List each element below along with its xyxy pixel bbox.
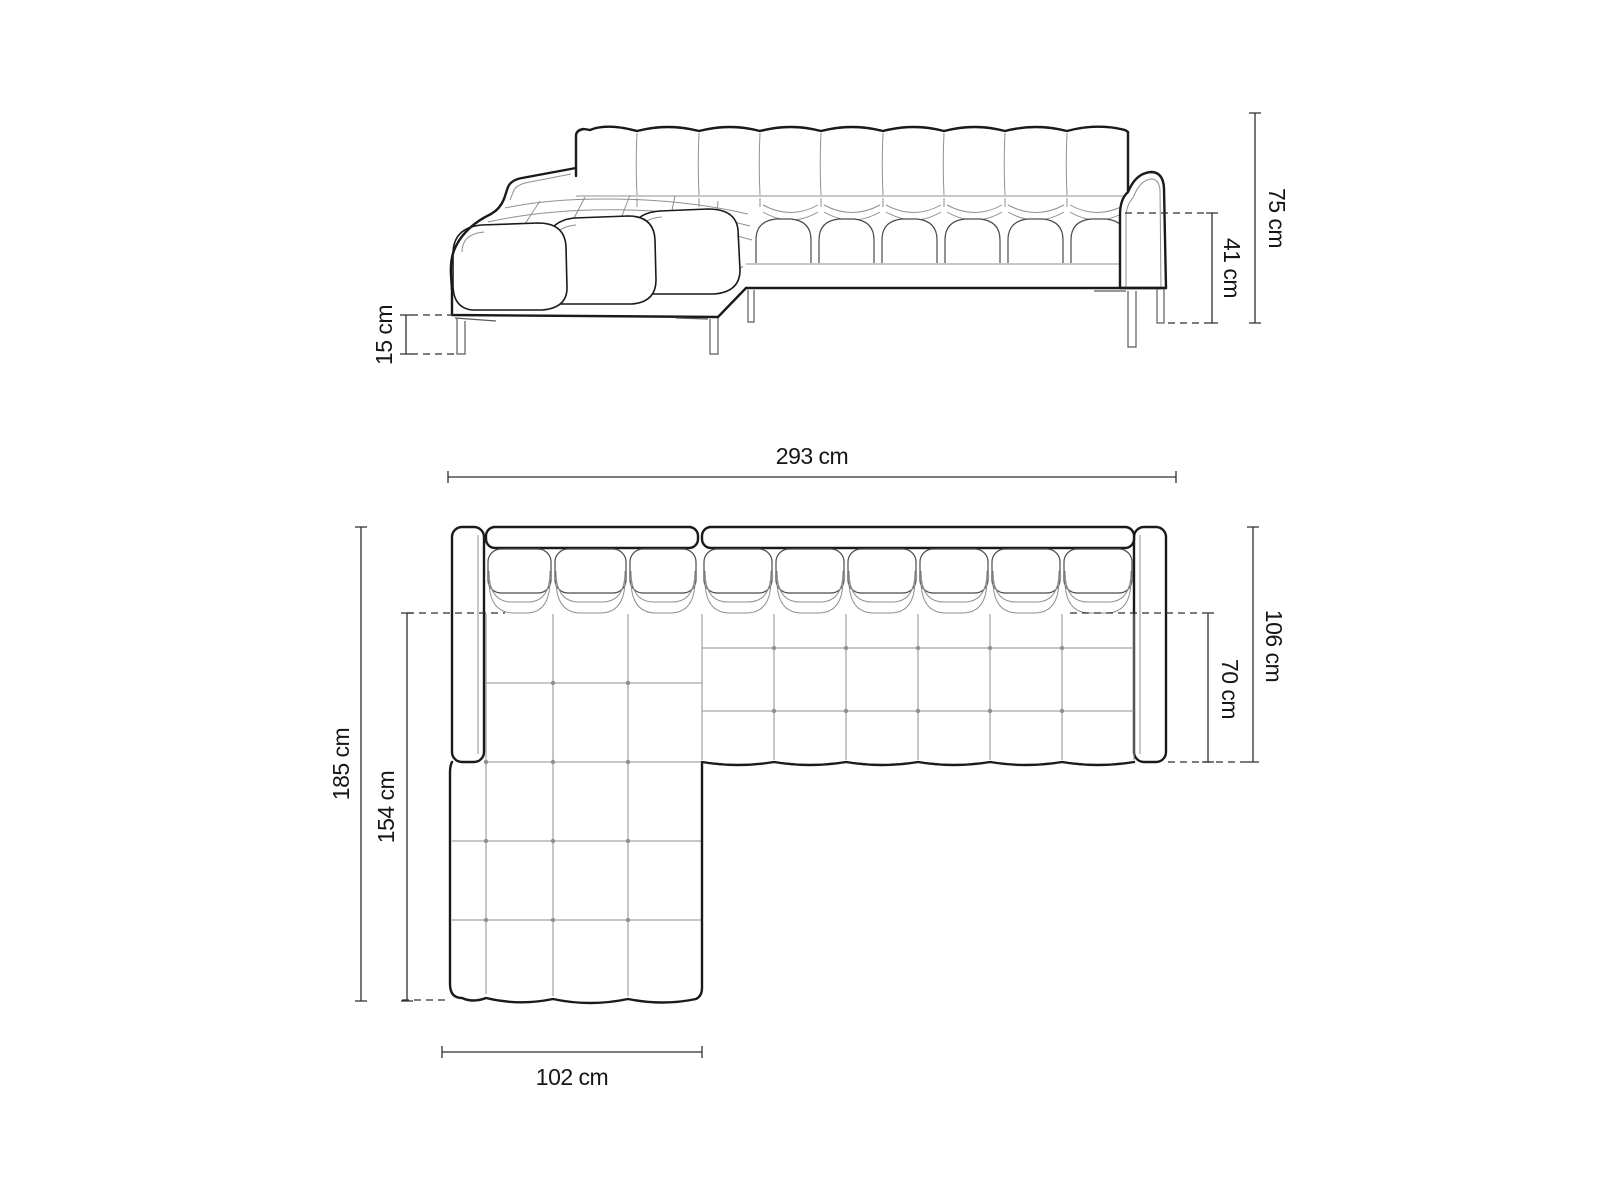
plan-chaise-outline — [450, 762, 702, 1003]
dim-leg-height — [371, 305, 459, 365]
dim-seat-depth — [1202, 613, 1243, 762]
dim-total-height — [1249, 113, 1290, 323]
dim-body-depth — [1247, 527, 1287, 762]
front-elevation-drawing — [371, 113, 1290, 365]
back-scallops — [763, 205, 1125, 220]
dim-label-chaise-width: 102 cm — [535, 1064, 609, 1090]
plan-back-panel-right — [702, 527, 1134, 548]
dim-label-total-height: 75 cm — [1264, 187, 1290, 249]
dim-label-total-width: 293 cm — [775, 443, 849, 469]
chaise-cushions — [453, 209, 740, 310]
plan-dash-lines — [402, 613, 1247, 1000]
dim-label-seat-depth: 70 cm — [1217, 658, 1243, 720]
dim-total-width — [448, 443, 1176, 483]
dim-chaise-depth — [373, 613, 413, 1001]
dim-label-chaise-depth: 154 cm — [373, 770, 399, 844]
dim-chaise-width — [442, 1046, 702, 1090]
plan-back-cushions — [488, 549, 1132, 613]
seat-cushions — [756, 219, 1126, 263]
top-plan-drawing — [328, 443, 1287, 1090]
dim-label-total-depth: 185 cm — [328, 727, 354, 801]
plan-back-panel-left — [486, 527, 698, 548]
sofa-back-outline — [576, 127, 1128, 196]
plan-left-arm — [452, 527, 484, 762]
plan-front-edge — [702, 762, 1134, 765]
plan-right-arm — [1134, 527, 1166, 762]
dim-label-seat-height: 41 cm — [1219, 237, 1245, 299]
dim-total-depth — [328, 527, 367, 1001]
plan-seat-grid — [452, 614, 1134, 996]
dim-label-body-depth: 106 cm — [1261, 609, 1287, 683]
dim-label-leg-height: 15 cm — [371, 304, 397, 366]
